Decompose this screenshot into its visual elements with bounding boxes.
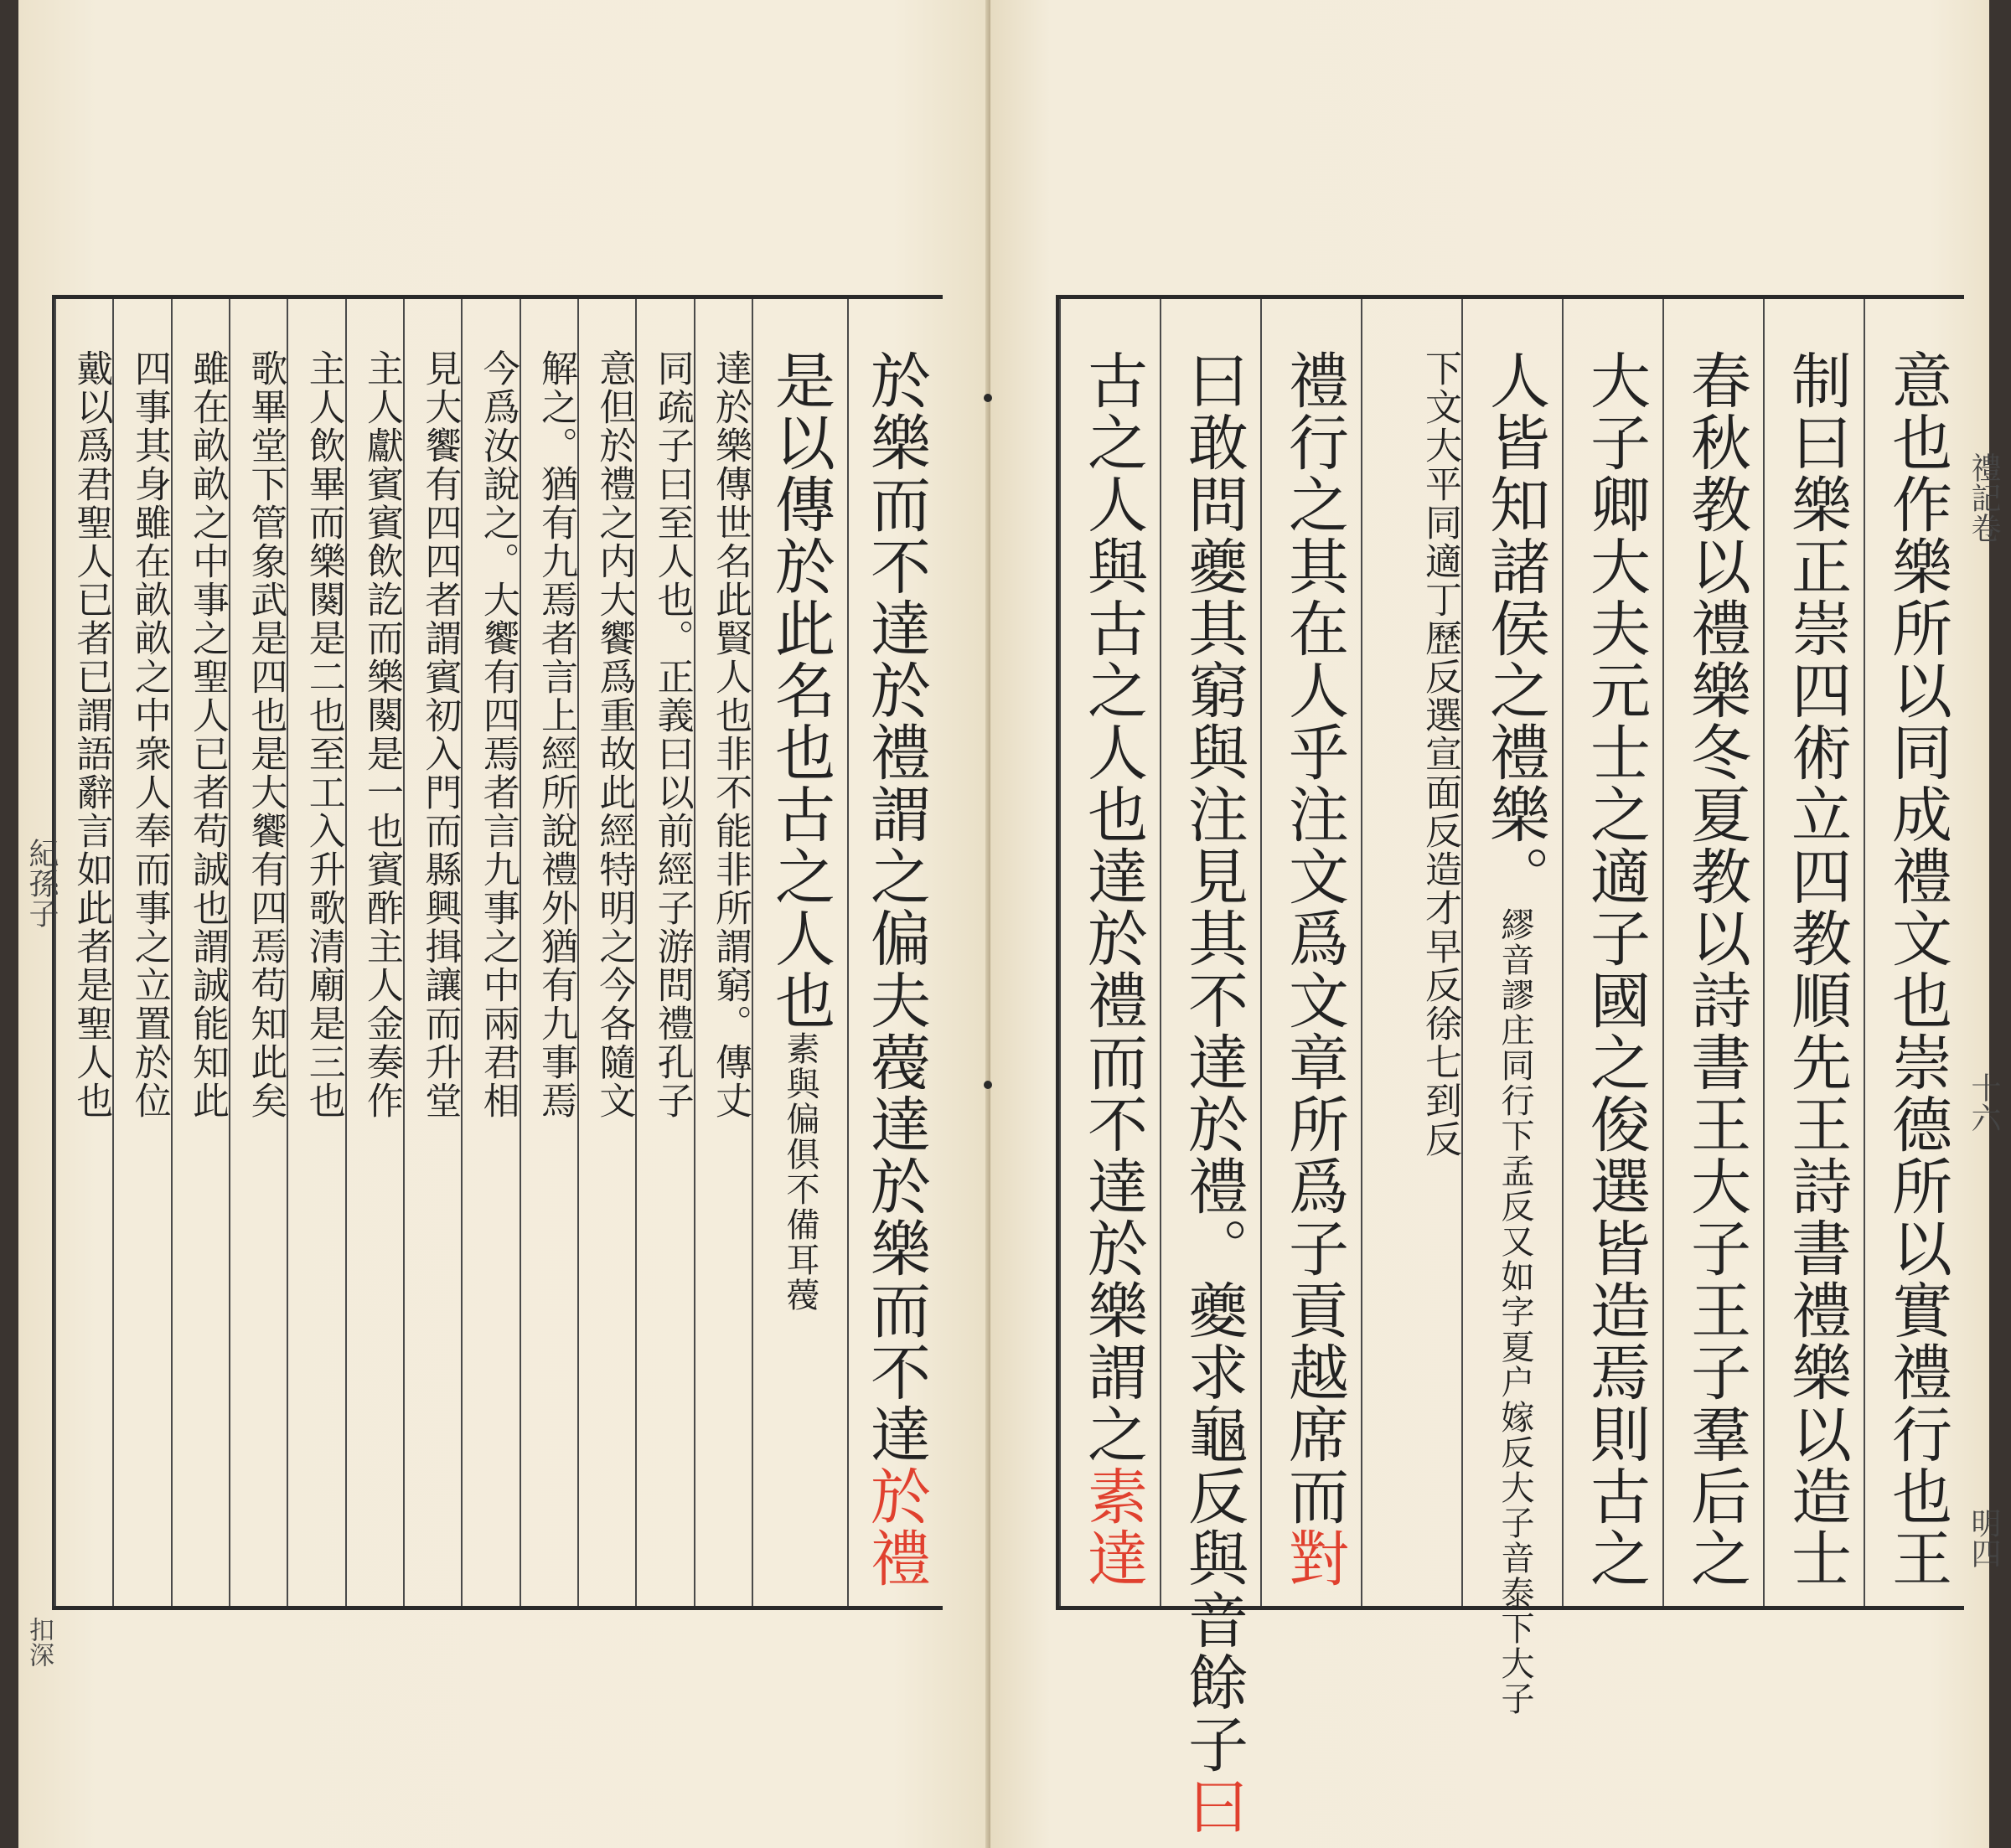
column-text: 戴以爲君聖人已者已謂語辭言如此者是聖人也 xyxy=(70,349,113,1120)
column-text: 大子卿大夫元士之適子國之俊選皆造焉則古之 xyxy=(1580,349,1651,1589)
column-text: 見大饗有四四者謂賓初入門而縣興揖讓而升堂 xyxy=(418,349,462,1120)
red-annotation: 素達 xyxy=(1078,1465,1148,1589)
red-annotation: 曰 xyxy=(1178,1775,1248,1837)
left-margin-footer: 扣深 xyxy=(24,1617,54,1667)
right-margin-leaf: 十六 xyxy=(1967,1072,2001,1133)
left-column-9 xyxy=(345,299,403,1606)
column-text: 春秋教以禮樂冬夏教以詩書王大子王子羣后之 xyxy=(1681,349,1751,1589)
red-annotation: 於禮 xyxy=(861,1465,931,1589)
column-text: 意也作樂所以同成禮文也崇德所以實禮行也王 xyxy=(1882,349,1952,1589)
column-text: 下文大平同適丁歷反選宣面反造才早反徐七到反 xyxy=(1419,349,1461,1159)
binding-hole xyxy=(984,394,992,402)
right-column-7 xyxy=(1260,299,1361,1606)
left-column-7 xyxy=(461,299,519,1606)
left-column-4 xyxy=(635,299,693,1606)
left-column-2 xyxy=(752,299,847,1606)
right-column-8 xyxy=(1160,299,1260,1837)
column-text: 禮行之其在人乎注文爲文章所爲子貢越席而 xyxy=(1279,349,1349,1527)
left-column-14 xyxy=(54,299,112,1606)
column-text: 制曰樂正崇四術立四教順先王詩書禮樂以造士 xyxy=(1781,349,1852,1589)
column-text: 曰敢問夔其窮與注見其不達於禮。夔求龜反與音餘子 xyxy=(1178,349,1248,1775)
left-margin-title: 紀孫子 xyxy=(24,838,59,928)
right-column-9 xyxy=(1059,299,1160,1606)
column-text: 同疏子曰至人也。正義曰以前經子游問禮孔子 xyxy=(650,349,694,1120)
left-column-10 xyxy=(287,299,344,1606)
column-text: 雖在畝畝之中事之聖人已者苟誠也謂誠能知此 xyxy=(186,349,230,1120)
column-text: 是以傳於此名也古之人也 xyxy=(765,349,835,1031)
binding-hole xyxy=(984,1081,992,1089)
commentary-text: 素與偏俱不備耳薎 xyxy=(781,1031,819,1313)
column-text: 古之人與古之人也達於禮而不達於樂謂之 xyxy=(1078,349,1148,1465)
column-text: 人皆知諸侯之禮樂。 xyxy=(1480,349,1550,907)
right-page xyxy=(990,0,2001,1848)
red-annotation: 對 xyxy=(1279,1527,1349,1589)
right-text-frame xyxy=(1056,295,1964,1837)
right-column-5 xyxy=(1461,299,1562,1716)
left-column-1 xyxy=(847,299,943,1606)
right-column-4 xyxy=(1562,299,1662,1606)
column-text: 歌畢堂下管象武是四也是大饗有四焉苟知此矣 xyxy=(244,349,287,1120)
left-column-6 xyxy=(520,299,577,1606)
right-columns xyxy=(1059,299,1964,1837)
right-margin-footer: 明四 xyxy=(1967,1508,2001,1568)
right-column-2 xyxy=(1763,299,1864,1606)
right-column-1 xyxy=(1864,299,1964,1606)
left-page xyxy=(18,0,990,1848)
left-column-8 xyxy=(403,299,461,1606)
left-column-13 xyxy=(112,299,170,1606)
right-column-6 xyxy=(1361,299,1461,1606)
column-text: 主人獻賓賓飲訖而樂闋是一也賓酢主人金奏作 xyxy=(360,349,404,1120)
left-column-5 xyxy=(577,299,635,1606)
left-column-3 xyxy=(694,299,752,1606)
right-column-3 xyxy=(1662,299,1763,1606)
left-text-frame xyxy=(52,295,943,1610)
left-columns xyxy=(54,299,943,1606)
column-text: 解之。猶有九焉者言上經所說禮外猶有九事焉 xyxy=(535,349,578,1120)
commentary-text: 繆音謬庄同行下孟反又如字夏户嫁反大子音泰下大子 xyxy=(1496,907,1534,1716)
left-column-11 xyxy=(229,299,287,1606)
column-text: 主人飲畢而樂闋是二也至工入升歌清廟是三也 xyxy=(302,349,345,1120)
column-text: 意但於禮之内大饗爲重故此經特明之今各隨文 xyxy=(592,349,636,1120)
right-margin-title: 禮記卷 xyxy=(1967,452,2001,543)
column-text: 達於樂傳世名此賢人也非不能非所謂窮。傳丈 xyxy=(709,349,752,1120)
column-text: 四事其身雖在畝畝之中衆人奉而事之立置於位 xyxy=(127,349,171,1120)
left-column-12 xyxy=(171,299,229,1606)
column-text: 今爲汝說之。大饗有四焉者言九事之中兩君相 xyxy=(476,349,520,1120)
column-text: 於樂而不達於禮謂之偏夫薎達於樂而不達 xyxy=(861,349,931,1465)
